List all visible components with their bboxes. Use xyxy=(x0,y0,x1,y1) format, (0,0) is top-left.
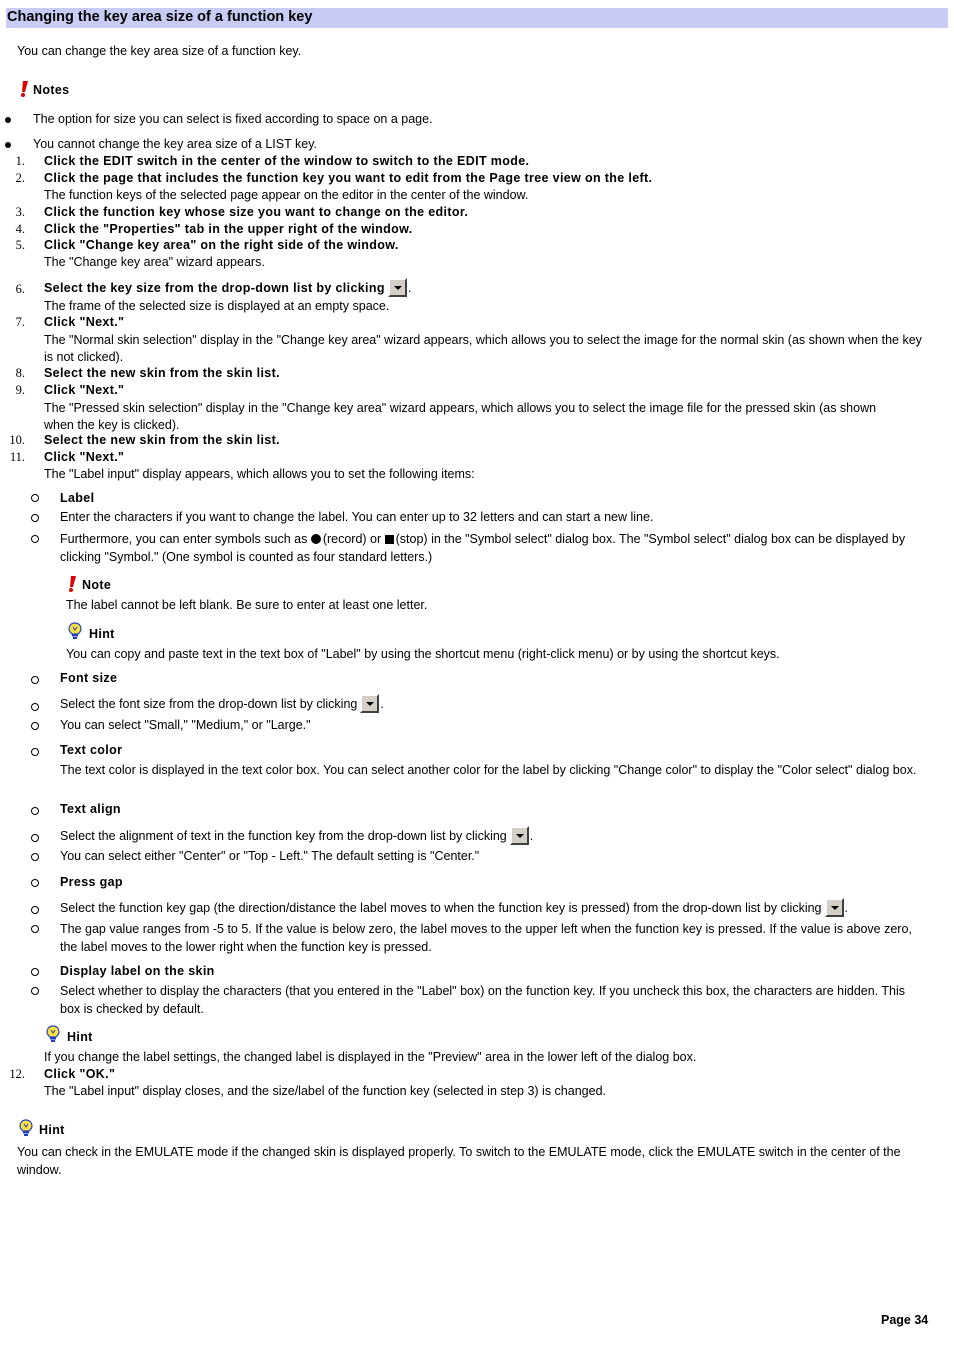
record-symbol-icon xyxy=(311,534,321,544)
step-text: Click the EDIT switch in the center of the window to switch to the EDIT mode. xyxy=(44,154,530,168)
warning-icon xyxy=(19,81,29,97)
step-number: 6. xyxy=(15,282,25,296)
step-description: The "Normal skin selection" display in the "Change key area" wizard appears, which allows you to select the image for the normal skin (as shown when the key is not clicked). xyxy=(44,333,922,364)
step-text: Select the new skin from the skin list. xyxy=(44,366,280,380)
item-text: You can select either "Center" or "Top - Left." The default setting is "Center." xyxy=(60,849,480,863)
bullet-circle xyxy=(31,853,39,861)
step-text: Click "Change key area" on the right side of the window. xyxy=(44,238,399,252)
step-description: The function keys of the selected page appear on the editor in the center of the window. xyxy=(44,188,529,202)
dropdown-arrow-icon[interactable] xyxy=(360,694,379,713)
step-number: 2. xyxy=(15,171,25,185)
page-title: Changing the key area size of a function key xyxy=(7,9,313,25)
item-line xyxy=(60,826,533,845)
bullet-circle xyxy=(31,514,39,522)
item-text: You can select "Small," "Medium," or "Large." xyxy=(60,718,311,732)
bullet-circle xyxy=(31,807,39,815)
item-text: The text color is displayed in the text color box. You can select another color for the label by clicking "Change color" to display the "Color select" dialog box. xyxy=(60,763,917,777)
hint-text: You can check in the EMULATE mode if the changed skin is displayed properly. To switch to the EMULATE mode, click the EMULATE switch in the center of the window. xyxy=(17,1145,901,1177)
item-text: The gap value ranges from -5 to 5. If the value is below zero, the label moves to the upper left when the function key is pressed. If the value is above zero, the label moves to the lower right when the function key is pressed. xyxy=(60,922,912,954)
step-number: 10. xyxy=(9,433,25,447)
intro-text: You can change the key area size of a function key. xyxy=(17,44,302,58)
step-description: The frame of the selected size is displayed at an empty space. xyxy=(44,299,390,313)
bullet-circle xyxy=(31,879,39,887)
item-text-part: Furthermore, you can enter symbols such as xyxy=(60,532,308,546)
title-bar xyxy=(6,8,948,28)
step-text: Select the new skin from the skin list. xyxy=(44,433,280,447)
bullet-circle xyxy=(31,494,39,502)
lightbulb-icon xyxy=(17,1119,35,1137)
dropdown-arrow-icon[interactable] xyxy=(825,898,844,917)
item-text xyxy=(60,531,930,566)
hint-heading: Hint xyxy=(67,1030,93,1044)
notes-heading: Notes xyxy=(33,83,70,97)
item-heading-text-align: Text align xyxy=(60,802,121,816)
bullet-circle xyxy=(31,987,39,995)
bullet-circle xyxy=(31,906,39,914)
bullet-dot xyxy=(5,117,11,123)
bullet-circle xyxy=(31,748,39,756)
warning-icon xyxy=(67,576,77,592)
item-text: Select the font size from the drop-down list by clicking xyxy=(60,697,358,711)
note-text: The label cannot be left blank. Be sure to enter at least one letter. xyxy=(66,598,428,612)
lightbulb-icon xyxy=(66,622,84,640)
step-description: The "Label input" display appears, which allows you to set the following items: xyxy=(44,467,475,481)
step-number: 8. xyxy=(15,366,25,380)
bullet-circle xyxy=(31,535,39,543)
step-text: Click "Next." xyxy=(44,450,125,464)
page-number: Page 34 xyxy=(881,1313,929,1327)
item-tail: . xyxy=(380,697,384,711)
step-text: Click the function key whose size you want to change on the editor. xyxy=(44,205,469,219)
step-number: 1. xyxy=(15,154,25,168)
step-line xyxy=(44,278,411,297)
step-description: The "Pressed skin selection" display in the "Change key area" wizard appears, which allows you to select the image file for the pressed skin (as shown when the key is clicked). xyxy=(44,401,877,432)
stop-symbol-icon xyxy=(385,535,394,544)
step-number: 7. xyxy=(15,315,25,329)
dropdown-arrow-icon[interactable] xyxy=(510,826,529,845)
step-text: Select the key size from the drop-down list by clicking xyxy=(44,281,385,295)
item-heading-text-color: Text color xyxy=(60,743,123,757)
note-item: You cannot change the key area size of a LIST key. xyxy=(33,137,317,151)
bullet-circle xyxy=(31,968,39,976)
item-line xyxy=(60,898,848,917)
step-text: Click "Next." xyxy=(44,383,125,397)
hint-text: If you change the label settings, the changed label is displayed in the "Preview" area in the lower left of the dialog box. xyxy=(44,1050,697,1064)
bullet-dot xyxy=(5,142,11,148)
item-text: Enter the characters if you want to change the label. You can enter up to 32 letters and can start a new line. xyxy=(60,510,654,524)
dropdown-arrow-icon[interactable] xyxy=(388,278,407,297)
item-text: Select the alignment of text in the function key from the drop-down list by clicking xyxy=(60,829,507,843)
item-heading-label: Label xyxy=(60,491,95,505)
note-heading: Note xyxy=(82,578,112,592)
step-text: Click "OK." xyxy=(44,1067,116,1081)
step-text: Click the page that includes the function key you want to edit from the Page tree view on the left. xyxy=(44,171,653,185)
item-text: Select the function key gap (the direction/distance the label moves to when the function key is pressed) from the drop-down list by clicking xyxy=(60,901,822,915)
step-number: 11. xyxy=(9,450,25,464)
step-number: 9. xyxy=(15,383,25,397)
step-number: 3. xyxy=(15,205,25,219)
note-item: The option for size you can select is fixed according to space on a page. xyxy=(33,112,433,126)
item-tail: . xyxy=(529,829,534,843)
step-number: 12. xyxy=(9,1067,25,1081)
item-heading-font-size: Font size xyxy=(60,671,118,685)
item-tail: . xyxy=(844,901,848,915)
step-description: The "Label input" display closes, and the size/label of the function key (selected in step 3) is changed. xyxy=(44,1084,606,1098)
bullet-circle xyxy=(31,925,39,933)
lightbulb-icon xyxy=(44,1025,62,1043)
bullet-circle xyxy=(31,676,39,684)
step-number: 4. xyxy=(15,222,25,236)
step-text: Click the "Properties" tab in the upper right of the window. xyxy=(44,222,413,236)
hint-heading: Hint xyxy=(89,627,115,641)
hint-text: You can copy and paste text in the text box of "Label" by using the shortcut menu (right-click menu) or by using the shortcut keys. xyxy=(66,647,780,661)
hint-heading: Hint xyxy=(39,1123,65,1137)
item-text-part: (stop) in the "Symbol select" dialog box. The "Symbol select" dialog box can be displayed by clicking "Symbol." (One symbol is counted as four standard letters.) xyxy=(60,532,906,564)
item-text: Select whether to display the characters (that you entered in the "Label" box) on the function key. If you uncheck this box, the characters are hidden. This box is checked by default. xyxy=(60,984,906,1016)
step-tail: . xyxy=(407,281,412,295)
item-text-part: (record) or xyxy=(322,532,382,546)
item-heading-press-gap: Press gap xyxy=(60,875,123,889)
item-heading-display-label: Display label on the skin xyxy=(60,964,215,978)
step-text: Click "Next." xyxy=(44,315,125,329)
step-description: The "Change key area" wizard appears. xyxy=(44,255,265,269)
bullet-circle xyxy=(31,722,39,730)
step-number: 5. xyxy=(15,238,25,252)
bullet-circle xyxy=(31,834,39,842)
item-line xyxy=(60,694,384,713)
bullet-circle xyxy=(31,703,39,711)
